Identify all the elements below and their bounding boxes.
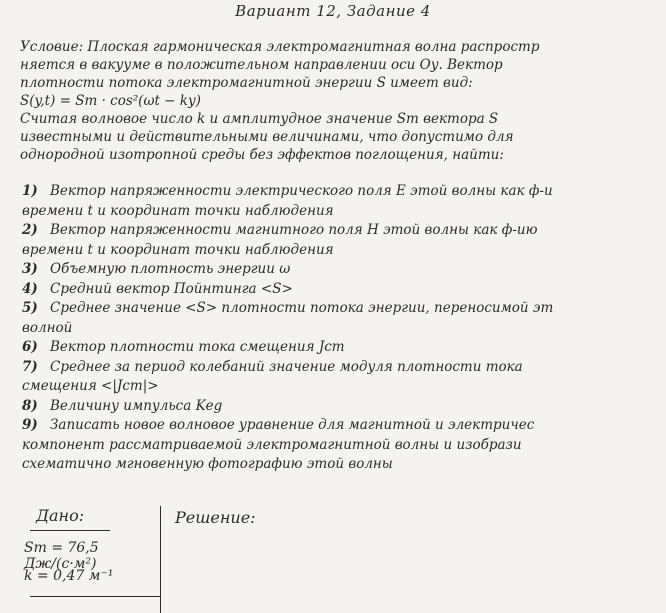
task-text: Среднее за период колебаний значение модуля плотности тока <box>50 358 523 375</box>
given-sm-value: Sm = 76,5 Дж/(с·м²) <box>24 540 99 572</box>
task-item <box>22 338 666 358</box>
task-item <box>22 182 666 202</box>
task-text: Записать новое волновое уравнение для магнитной и электричес <box>50 417 535 433</box>
given-divider <box>30 530 110 531</box>
task-item <box>22 358 666 378</box>
task-text-continued: компонент рассматриваемой электромагнитной волны и изобрази <box>22 436 522 453</box>
task-text: Среднее значение <S> плотности потока энергии, переносимой эт <box>50 300 554 316</box>
task-text-continued: схематично мгновенную фотографию этой волны <box>22 456 393 472</box>
task-number: 2) <box>22 222 38 238</box>
page-title: Вариант 12, Задание 4 <box>235 2 431 20</box>
task-text: Вектор напряженности электрического поля E этой волны как ф-и <box>50 183 553 199</box>
given-label: Дано: <box>36 506 85 525</box>
task-text: Вектор плотности тока смещения Jcm <box>50 339 345 355</box>
task-list <box>22 182 666 475</box>
task-number: 5) <box>22 300 38 316</box>
task-text: Величину импульса Kеg <box>50 397 223 414</box>
task-number: 8) <box>22 397 38 414</box>
task-text-continued: волной <box>22 319 73 336</box>
task-item <box>22 280 666 300</box>
task-number: 1) <box>22 183 38 199</box>
task-text-continued: времени t и координат точки наблюдения <box>22 241 334 258</box>
solution-label: Решение: <box>175 508 256 527</box>
condition-line: однородной изотропной среды без эффектов поглощения, найти: <box>20 147 504 163</box>
given-block <box>24 506 161 613</box>
task-item <box>22 397 666 417</box>
task-text: Вектор напряженности магнитного поля H этой волны как ф-ию <box>50 222 538 238</box>
task-number: 7) <box>22 358 38 375</box>
task-item <box>22 416 666 436</box>
task-number: 3) <box>22 261 38 277</box>
task-number: 9) <box>22 417 38 433</box>
task-item <box>22 260 666 280</box>
task-number: 6) <box>22 339 38 355</box>
condition-block <box>20 38 666 164</box>
condition-line: известными и действительными величинами, что допустимо для <box>20 129 514 145</box>
condition-line: няется в вакууме в положительном направлении оси Оу. Вектор <box>20 57 503 73</box>
task-text-continued: смещения <|Jcm|> <box>22 378 159 394</box>
condition-line: Условие: Плоская гармоническая электромагнитная волна распростр <box>20 39 540 55</box>
task-item <box>22 299 666 319</box>
given-k-value: k = 0,47 м⁻¹ <box>24 568 114 584</box>
given-bottom-divider <box>30 596 160 597</box>
task-text: Объемную плотность энергии ω <box>50 261 291 277</box>
condition-formula: S(y,t) = Sm · cos²(ωt − ky) <box>20 93 201 109</box>
condition-line: Считая волновое число k и амплитудное значение Sm вектора S <box>20 111 499 127</box>
task-item <box>22 221 666 241</box>
task-number: 4) <box>22 280 38 297</box>
condition-line: плотности потока электромагнитной энергии S имеет вид: <box>20 75 473 91</box>
task-text: Средний вектор Пойнтинга <S> <box>50 280 293 297</box>
task-text-continued: времени t и координат точки наблюдения <box>22 202 334 219</box>
